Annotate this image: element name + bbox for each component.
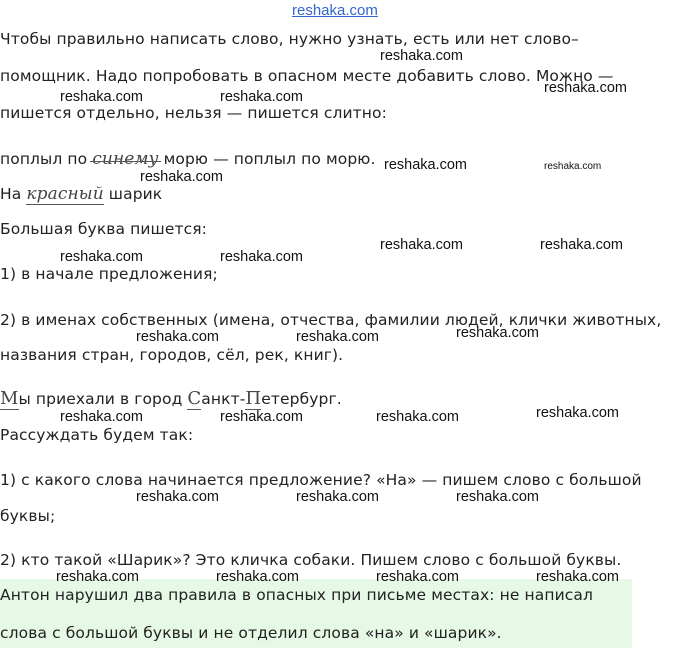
- conclusion-line-2: слова с большой буквы и не отделил слова «на» и «шарик».: [0, 624, 502, 642]
- example-text: шарик: [103, 185, 163, 203]
- reasoning-item-1-cont: буквы;: [0, 507, 56, 525]
- rule-item-1: 1) в начале предложения;: [0, 265, 218, 283]
- watermark: reshaka.com: [136, 329, 220, 345]
- watermark: reshaka.com: [60, 89, 144, 105]
- example-text: анкт-: [201, 390, 246, 408]
- watermark: reshaka.com: [384, 157, 468, 173]
- watermark: reshaka.com: [216, 569, 300, 585]
- watermark: reshaka.com: [220, 89, 304, 105]
- watermark: reshaka.com: [136, 489, 220, 505]
- watermark: reshaka.com: [296, 489, 380, 505]
- rule-item-2-cont: названия стран, городов, сёл, рек, книг).: [0, 346, 344, 364]
- watermark: reshaka.com: [540, 237, 624, 253]
- watermark: reshaka.com: [140, 169, 224, 185]
- watermark: reshaka.com: [456, 489, 540, 505]
- reasoning-item-1: 1) с какого слова начинается предложение? «На» — пишем слово с большой: [0, 471, 642, 489]
- text-line-1: Чтобы правильно написать слово, нужно узнать, есть или нет слово–: [0, 30, 579, 48]
- rule-item-2: 2) в именах собственных (имена, отчества, фамилии людей, клички животных,: [0, 311, 662, 329]
- text-line-capital-rule: Большая буква пишется:: [0, 220, 207, 238]
- watermark: reshaka.com: [536, 569, 620, 585]
- example-text: На: [0, 185, 27, 203]
- handwritten-word-sinemu: синему: [92, 149, 159, 169]
- watermark: reshaka.com: [56, 569, 140, 585]
- watermark: reshaka.com: [544, 161, 602, 172]
- watermark: reshaka.com: [380, 237, 464, 253]
- text-line-3: пишется отдельно, нельзя — пишется слитно:: [0, 104, 387, 122]
- watermark: reshaka.com: [380, 48, 464, 64]
- handwritten-word-krasnyi: красный: [26, 184, 104, 204]
- text-line-2: помощник. Надо попробовать в опасном месте добавить слово. Можно —: [0, 67, 614, 85]
- reasoning-item-2: 2) кто такой «Шарик»? Это кличка собаки. Пишем слово с большой буквы.: [0, 551, 622, 569]
- watermark: reshaka.com: [296, 329, 380, 345]
- capital-letter: П: [245, 388, 262, 409]
- capital-letter: М: [0, 388, 19, 409]
- watermark: reshaka.com: [220, 249, 304, 265]
- watermark: reshaka.com: [376, 409, 460, 425]
- example-text: морю — поплыл по морю.: [158, 150, 376, 168]
- text-line-reasoning: Рассуждать будем так:: [0, 426, 194, 444]
- watermark: reshaka.com: [456, 325, 540, 341]
- watermark: reshaka.com: [60, 409, 144, 425]
- watermark: reshaka.com: [60, 249, 144, 265]
- example-text: ы приехали в город: [18, 390, 188, 408]
- capital-letter: С: [187, 388, 202, 409]
- example-text: поплыл по: [0, 150, 93, 168]
- watermark: reshaka.com: [220, 409, 304, 425]
- watermark: reshaka.com: [536, 405, 620, 421]
- watermark: reshaka.com: [376, 569, 460, 585]
- example-line-2: [0, 184, 162, 204]
- example-sentence: [0, 388, 342, 409]
- watermark-header-link[interactable]: reshaka.com: [292, 2, 378, 19]
- example-text: етербург.: [261, 390, 342, 408]
- example-line-1: [0, 149, 376, 169]
- conclusion-line-1: Антон нарушил два правила в опасных при письме местах: не написал: [0, 586, 593, 604]
- watermark: reshaka.com: [544, 80, 628, 96]
